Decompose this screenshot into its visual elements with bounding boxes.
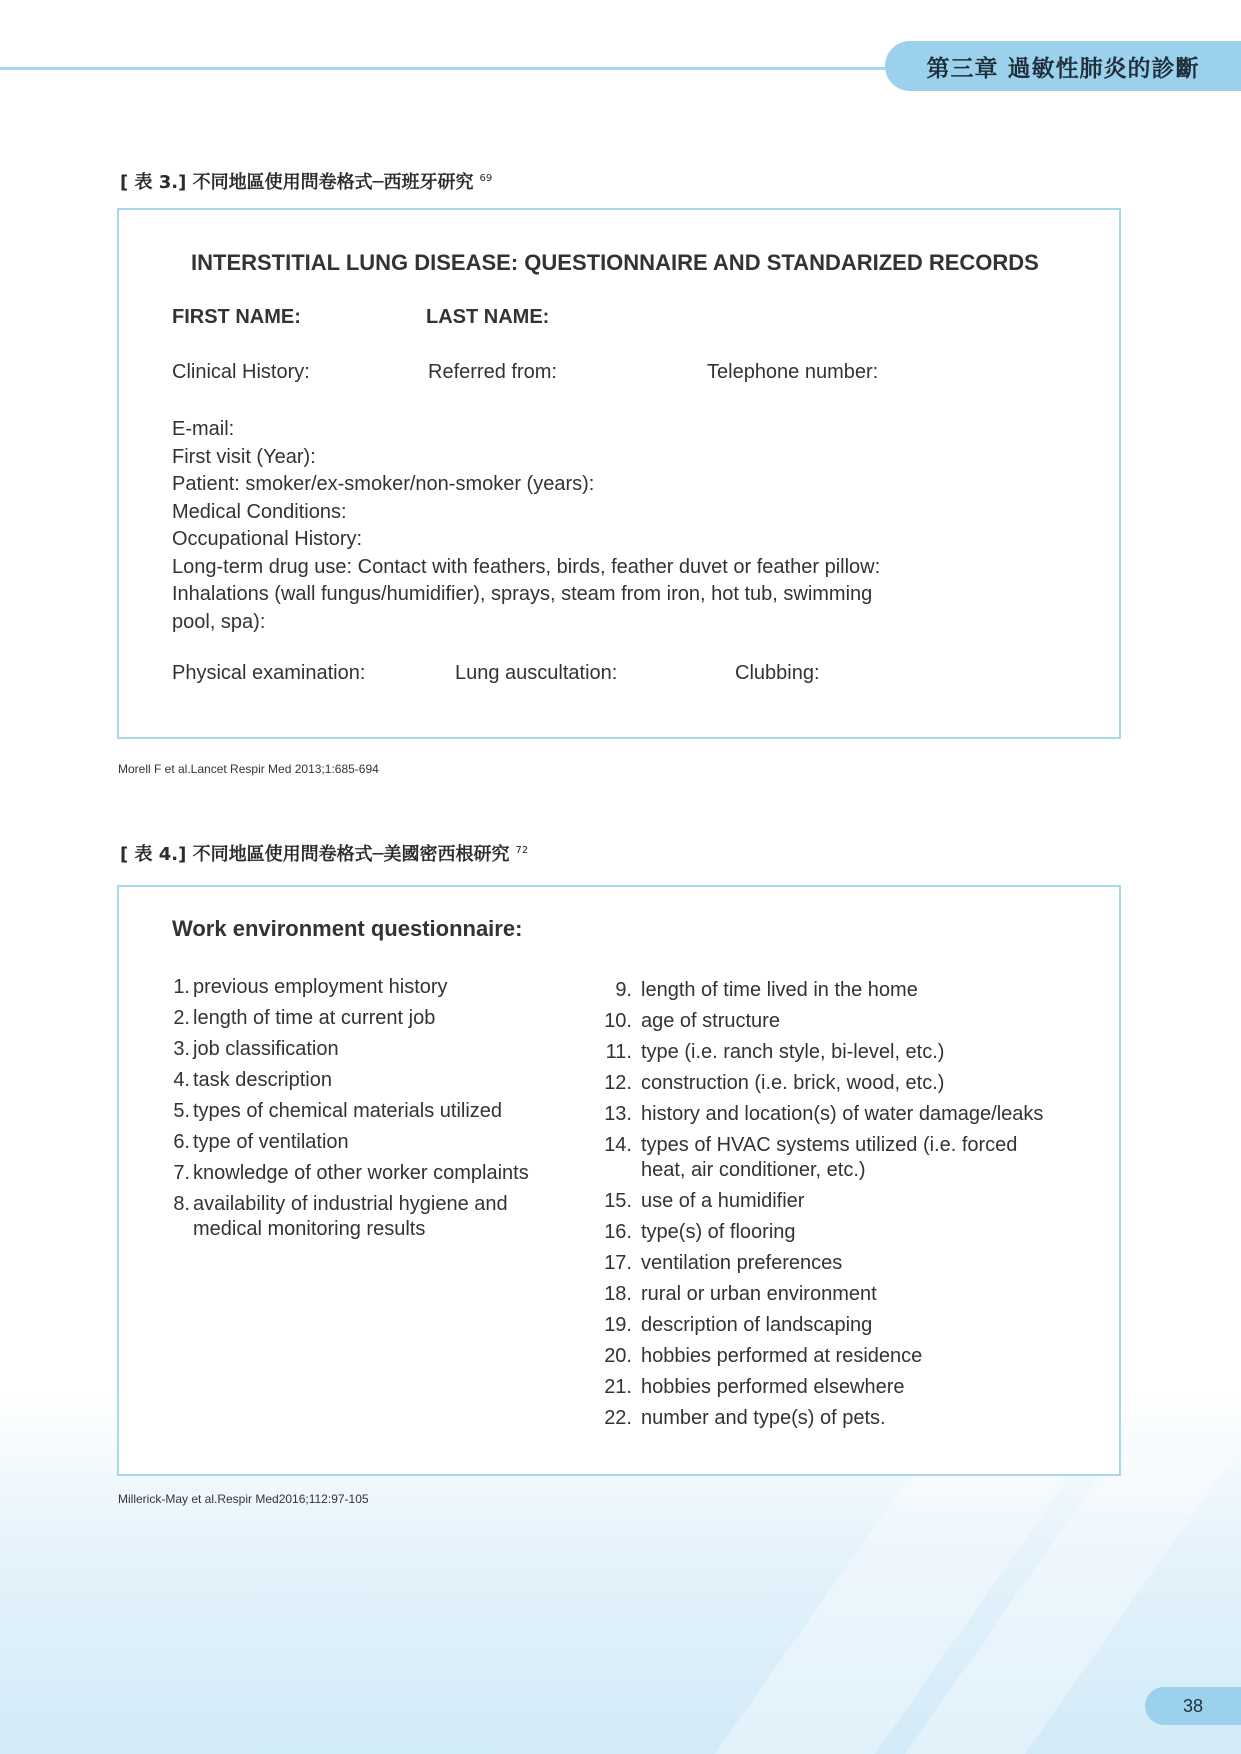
list-item [598, 1040, 1058, 1065]
table4-caption-text: [ 表 4.] 不同地區使用問卷格式─美國密西根研究 [120, 844, 510, 865]
list-item-number: 13. [604, 1103, 632, 1125]
list-item-text: hobbies performed elsewhere [641, 1376, 905, 1398]
table3-title: INTERSTITIAL LUNG DISEASE: QUESTIONNAIRE AND STANDARIZED RECORDS [191, 250, 1039, 275]
referred-from-label: Referred from: [428, 361, 557, 383]
table4-title: Work environment questionnaire: [172, 916, 523, 941]
clubbing-label: Clubbing: [735, 662, 820, 684]
list-item-text: number and type(s) of pets. [641, 1407, 886, 1429]
list-item-number: 10. [604, 1010, 632, 1032]
list-item [598, 1375, 1058, 1400]
list-item-number: 1. [173, 976, 190, 998]
list-item-text: history and location(s) of water damage/leaks [641, 1103, 1044, 1125]
list-item [598, 1071, 1058, 1096]
list-item [598, 1313, 1058, 1338]
last-name-label: LAST NAME: [426, 306, 550, 328]
list-item [598, 1009, 1058, 1034]
table3-reference: Morell F et al.Lancet Respir Med 2013;1:685-694 [118, 762, 379, 776]
chapter-title: 第三章 過敏性肺炎的診斷 [926, 55, 1200, 82]
table3-ref-superscript: 69 [479, 173, 493, 184]
list-item-text: types of chemical materials utilized [193, 1100, 503, 1122]
list-item [598, 1406, 1058, 1431]
list-item-text: availability of industrial hygiene and medical monitoring results [193, 1193, 508, 1240]
list-item-number: 15. [604, 1190, 632, 1212]
list-item-text: previous employment history [193, 976, 448, 998]
table4-caption [120, 840, 528, 866]
list-item [172, 975, 572, 1000]
list-item [598, 1189, 1058, 1214]
list-item [172, 1130, 572, 1155]
inhalations-label: Inhalations (wall fungus/humidifier), sprays, steam from iron, hot tub, swimming [172, 583, 873, 605]
list-item [598, 1282, 1058, 1307]
list-item-text: description of landscaping [641, 1314, 873, 1336]
list-item-text: construction (i.e. brick, wood, etc.) [641, 1072, 945, 1094]
list-item-text: length of time at current job [193, 1007, 436, 1029]
list-item-number: 16. [604, 1221, 632, 1243]
list-item [598, 1251, 1058, 1276]
first-visit-label: First visit (Year): [172, 445, 316, 468]
list-item-text: type (i.e. ranch style, bi-level, etc.) [641, 1041, 945, 1063]
medical-conditions-label: Medical Conditions: [172, 500, 347, 523]
list-item-number: 22. [604, 1407, 632, 1429]
table4-reference: Millerick-May et al.Respir Med2016;112:97-105 [118, 1492, 369, 1506]
list-item-number: 7. [173, 1162, 190, 1184]
list-item-number: 3. [173, 1038, 190, 1060]
list-item [172, 1037, 572, 1062]
list-item-text: ventilation preferences [641, 1252, 843, 1274]
list-item-text: age of structure [641, 1010, 780, 1032]
list-item-text: knowledge of other worker complaints [193, 1162, 529, 1184]
list-item-number: 17. [604, 1252, 632, 1274]
physical-exam-label: Physical examination: [172, 662, 366, 684]
list-item [172, 1099, 572, 1124]
drug-use-label: Long-term drug use: Contact with feathers, birds, feather duvet or feather pillow: [172, 555, 881, 578]
first-name-label: FIRST NAME: [172, 306, 301, 328]
list-item-number: 6. [173, 1131, 190, 1153]
table4-ref-superscript: 72 [515, 845, 529, 856]
list-item-number: 9. [615, 979, 632, 1001]
list-item-number: 4. [173, 1069, 190, 1091]
list-item-text: type of ventilation [193, 1131, 349, 1153]
list-item-text: task description [193, 1069, 332, 1091]
list-item [598, 1133, 1058, 1183]
list-item-text: length of time lived in the home [641, 979, 918, 1001]
list-item [598, 1102, 1058, 1127]
list-item-number: 12. [604, 1072, 632, 1094]
clinical-history-label: Clinical History: [172, 361, 310, 383]
table4-box [117, 885, 1121, 1476]
list-item-number: 20. [604, 1345, 632, 1367]
table3-caption-text: [ 表 3.] 不同地區使用問卷格式─西班牙研究 [120, 172, 474, 193]
list-item-number: 5. [173, 1100, 190, 1122]
smoker-status-label: Patient: smoker/ex-smoker/non-smoker (years): [172, 473, 595, 495]
list-item [598, 1344, 1058, 1369]
chapter-title-tab [885, 41, 1241, 91]
questionnaire-list-left [172, 975, 572, 1248]
list-item-text: types of HVAC systems utilized (i.e. forced heat, air conditioner, etc.) [641, 1134, 1018, 1181]
list-item-text: job classification [193, 1038, 339, 1060]
questionnaire-list-right [598, 978, 1058, 1437]
list-item-text: type(s) of flooring [641, 1221, 796, 1243]
page-number: 38 [1182, 1695, 1204, 1716]
list-item-number: 14. [604, 1134, 632, 1156]
email-label: E-mail: [172, 418, 235, 440]
header-rule [0, 67, 900, 70]
telephone-label: Telephone number: [707, 361, 879, 383]
list-item-number: 8. [173, 1193, 190, 1215]
list-item-text: hobbies performed at residence [641, 1345, 923, 1367]
list-item-text: use of a humidifier [641, 1190, 805, 1212]
inhalations-label-cont: pool, spa): [172, 610, 266, 633]
list-item [598, 1220, 1058, 1245]
occupational-history-label: Occupational History: [172, 528, 363, 550]
list-item [598, 978, 1058, 1003]
list-item-text: rural or urban environment [641, 1283, 877, 1305]
table3-box [117, 208, 1121, 739]
list-item-number: 2. [173, 1007, 190, 1029]
list-item [172, 1161, 572, 1186]
page-number-tab [1145, 1687, 1241, 1725]
list-item [172, 1068, 572, 1093]
list-item [172, 1192, 572, 1242]
list-item [172, 1006, 572, 1031]
table3-field-lines [172, 416, 880, 636]
list-item-number: 19. [604, 1314, 632, 1336]
list-item-number: 21. [604, 1376, 632, 1398]
lung-auscultation-label: Lung auscultation: [455, 662, 618, 684]
list-item-number: 11. [605, 1041, 632, 1063]
list-item-number: 18. [604, 1283, 632, 1305]
table3-caption [120, 168, 492, 194]
